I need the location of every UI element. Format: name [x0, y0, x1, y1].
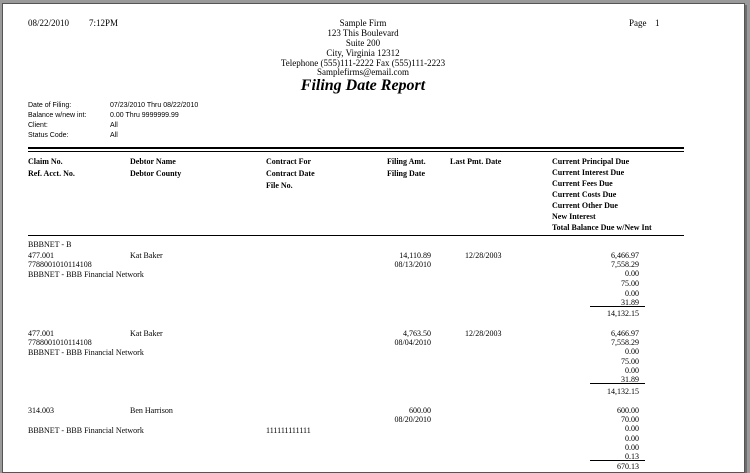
subtotal-rule — [590, 383, 645, 384]
col-last-pmt-date: Last Pmt. Date — [450, 157, 502, 166]
criteria-value-filing-date: 07/23/2010 Thru 08/22/2010 — [110, 102, 199, 109]
filing-amt: 14,110.89 — [399, 251, 431, 260]
client-name: BBBNET - BBB Financial Network — [28, 270, 144, 279]
page-label: Page — [629, 18, 647, 28]
fees-due: 0.00 — [625, 347, 639, 356]
header-rule-bottom — [28, 151, 684, 152]
criteria-value-client: All — [110, 122, 118, 129]
firm-address2: Suite 200 — [345, 38, 381, 48]
debtor-name: Ben Harrison — [130, 406, 173, 415]
claim-no: 477.001 — [28, 329, 54, 338]
other-due: 0.00 — [625, 443, 639, 452]
filing-date: 08/13/2010 — [394, 260, 431, 269]
new-interest: 0.13 — [625, 452, 639, 461]
col-contract-date: Contract Date — [266, 169, 315, 178]
col-ref-acct-no: Ref. Acct. No. — [28, 169, 75, 178]
claim-no: 314.003 — [28, 406, 54, 415]
subtotal-rule — [590, 306, 645, 307]
criteria-label-client: Client: — [28, 122, 48, 129]
costs-due: 0.00 — [625, 434, 639, 443]
col-claim-no: Claim No. — [28, 157, 63, 166]
subtotal-rule — [590, 460, 645, 461]
report-page — [2, 3, 745, 473]
interest-due: 7,558.29 — [611, 260, 639, 269]
fees-due: 0.00 — [625, 424, 639, 433]
principal-due: 6,466.97 — [611, 251, 639, 260]
group-label: BBBNET - B — [28, 240, 72, 249]
debtor-name: Kat Baker — [130, 329, 163, 338]
report-time: 7:12PM — [89, 18, 119, 28]
costs-due: 75.00 — [621, 357, 639, 366]
file-no: 111111111111 — [266, 426, 311, 435]
criteria-label-filing-date: Date of Filing: — [28, 102, 72, 109]
new-interest: 31.89 — [621, 298, 639, 307]
claim-no: 477.001 — [28, 251, 54, 260]
ref-acct-no: 7788001010114108 — [28, 338, 92, 347]
other-due: 0.00 — [625, 289, 639, 298]
filing-date: 08/04/2010 — [394, 338, 431, 347]
firm-city-state: City, Virginia 12312 — [326, 48, 400, 58]
col-debtor-name: Debtor Name — [130, 157, 176, 166]
col-fees-due: Current Fees Due — [552, 179, 613, 188]
col-new-interest: New Interest — [552, 212, 596, 221]
col-debtor-county: Debtor County — [130, 169, 182, 178]
other-due: 0.00 — [625, 366, 639, 375]
col-other-due: Current Other Due — [552, 201, 618, 210]
col-file-no: File No. — [266, 181, 293, 190]
firm-phone-fax: Telephone (555)111-2222 Fax (555)111-2223 — [280, 58, 446, 68]
principal-due: 6,466.97 — [611, 329, 639, 338]
col-contract-for: Contract For — [266, 157, 312, 166]
debtor-name: Kat Baker — [130, 251, 163, 260]
criteria-value-balance: 0.00 Thru 9999999.99 — [110, 112, 179, 119]
col-costs-due: Current Costs Due — [552, 190, 617, 199]
header-rule-top — [28, 147, 684, 149]
column-header-rule — [28, 235, 684, 236]
report-title: Filing Date Report — [300, 77, 426, 94]
criteria-label-balance: Balance w/new int: — [28, 112, 87, 119]
col-interest-due: Current Interest Due — [552, 168, 625, 177]
new-interest: 31.89 — [621, 375, 639, 384]
interest-due: 7,558.29 — [611, 338, 639, 347]
col-principal-due: Current Principal Due — [552, 157, 630, 166]
ref-acct-no: 7788001010114108 — [28, 260, 92, 269]
filing-date: 08/20/2010 — [394, 415, 431, 424]
total-balance: 670.13 — [617, 462, 639, 471]
page-number: 1 — [655, 18, 660, 28]
client-name: BBBNET - BBB Financial Network — [28, 426, 144, 435]
last-pmt-date: 12/28/2003 — [465, 251, 502, 260]
fees-due: 0.00 — [625, 269, 639, 278]
firm-address1: 123 This Boulevard — [327, 28, 399, 38]
client-name: BBBNET - BBB Financial Network — [28, 348, 144, 357]
total-balance: 14,132.15 — [607, 387, 639, 396]
criteria-value-status: All — [110, 132, 118, 139]
interest-due: 70.00 — [621, 415, 639, 424]
firm-name: Sample Firm — [339, 18, 387, 28]
last-pmt-date: 12/28/2003 — [465, 329, 502, 338]
total-balance: 14,132.15 — [607, 309, 639, 318]
filing-amt: 4,763.50 — [403, 329, 431, 338]
criteria-label-status: Status Code: — [28, 132, 69, 139]
col-filing-date: Filing Date — [387, 169, 425, 178]
col-total-balance: Total Balance Due w/New Int — [552, 223, 652, 232]
costs-due: 75.00 — [621, 279, 639, 288]
filing-amt: 600.00 — [409, 406, 431, 415]
firm-email: Samplefirms@email.com — [316, 67, 410, 77]
report-date: 08/22/2010 — [28, 18, 70, 28]
col-filing-amt: Filing Amt. — [387, 157, 426, 166]
principal-due: 600.00 — [617, 406, 639, 415]
